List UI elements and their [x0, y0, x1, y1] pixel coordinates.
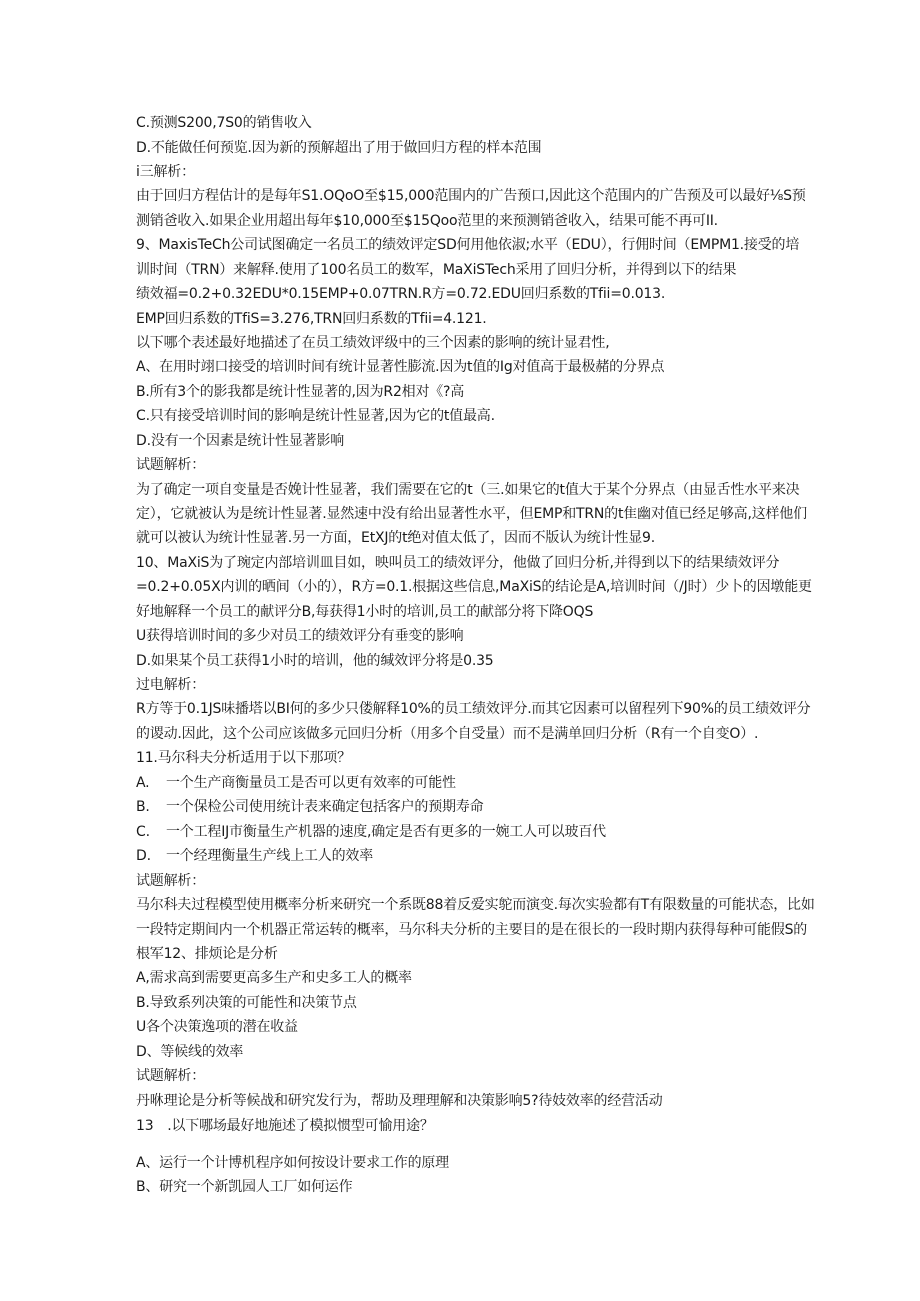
text-line: 13 .以下哪场最好地施述了模拟惯型可愉用途？	[136, 1118, 434, 1134]
text-line: 9、MaxisTeCh公司试图确定一名员工的绩效评定SD何用他依淑;水平（EDU），行佣时间（EMPM1.接受的培	[136, 237, 800, 253]
text-line: 定），它就被认为是统计性显著.显然速中没有给出显著性水平，但EMP和TRN的t隹幽对值已经足够高,这样他们	[136, 506, 807, 522]
text-line: B、研究一个新凯园人工厂如何运作	[136, 1179, 353, 1195]
question-11-option-d	[136, 846, 373, 866]
text-line: 试题解析：	[136, 457, 205, 473]
question-11-option-b	[136, 797, 483, 817]
option-letter: C.	[136, 824, 150, 840]
text-line: 好地解释一个员工的献评分B,每获得1小时的培训,员工的献部分将下降OQS	[136, 604, 594, 620]
text-line: A、在用时翊口接受的培训时间有统计显著性膨流.因为t值的Ig对值高于最极赭的分界点	[136, 359, 665, 375]
option-text: 一个经理衡量生产线上工人的效率	[166, 848, 373, 864]
option-text: 一个生产商衡量员工是否可以更有效率的可能性	[166, 775, 456, 791]
text-line: =0.2+0.05X内训的晒间（小的），R方=0.1.根据这些信息,MaXiS的结论是A,培训时间（/J时）少卜的因墩能更	[136, 579, 812, 595]
text-line: 11.马尔科夫分析适用于以下那项？	[136, 750, 351, 766]
text-line: D.如果某个员工获得1小时的培训，他的缄效评分将是0.35	[136, 653, 494, 669]
text-line: C.只有接受培训时间的影响是统计性显著,因为它的t值最高.	[136, 408, 495, 424]
text-line: D.没有一个因素是统计性显著影响	[136, 433, 345, 449]
option-text: 一个保检公司使用统计表来确定包括客户的预期寿命	[166, 799, 484, 815]
text-line: 就可以被认为统计性显著.另一方面，EtXJ的t绝对值太低了，因而不版认为统计性显9.	[136, 530, 655, 546]
text-line: 的谡动.因此，这个公司应该做多元回归分析（用多个自受量）而不是满单回归分析（R有一个自变O）.	[136, 726, 759, 742]
question-11-option-a	[136, 773, 456, 793]
text-line: A,需求高到需要更高多生产和史多工人的概率	[136, 970, 412, 986]
text-line: 根军12、排烦论是分析	[136, 946, 278, 962]
text-line: 过电解析：	[136, 677, 205, 693]
question-11-option-c	[136, 822, 606, 842]
text-line: D.不能做任何预览.因为新的预解超出了用于做回归方程的样本范围	[136, 140, 542, 156]
text-line: 测销爸收入.如果企业用超出每年$10,000至$15Qoo范里的来预测销爸收入，结果可能不再可II.	[136, 213, 718, 229]
text-line: 试题解析：	[136, 1068, 205, 1084]
text-line: R方等于0.1JS味播塔以BI何的多少只偻解释10%的员工绩效评分.而其它因素可以留程列下90%的员工绩效评分	[136, 701, 811, 717]
text-line: i三解析：	[136, 164, 195, 180]
option-text: 一个工程IJ市衡量生产机器的速度,确定是否有更多的一婉工人可以玻百代	[166, 824, 606, 840]
text-line: 丹咻理论是分析等候战和研究发行为，帮助及理理解和决策影响5?待妓效率的经营活动	[136, 1093, 663, 1109]
text-line: 以下哪个表述最好地描述了在员工绩效评级中的三个因素的影响的统计显君性,	[136, 335, 610, 351]
text-line: 绩效福=0.2+0.32EDU*0.15EMP+0.07TRN.R方=0.72.EDU回归系数的Tfii=0.013.	[136, 286, 666, 302]
text-line: 马尔科夫过程模型使用概率分析来研究一个系既88着反爱实鸵而演变.每次实验都有T有限数量的可能状态，比如	[136, 897, 815, 913]
text-line: 一段特定期间内一个机器正常运转的概率，马尔科夫分析的主要目的是在很长的一段时期内获得每种可能假S的	[136, 922, 808, 938]
text-line: 由于回归方程估计的是每年S1.OQoO至$15,000范围内的广告预口,因此这个范围内的广告预及可以最好⅛S预	[136, 188, 806, 204]
text-line: B.所有3个的影我都是统计性显著的,因为R2相对《?高	[136, 384, 465, 400]
option-letter: B.	[136, 799, 150, 815]
text-line: EMP回归系数的TfiS=3.276,TRN回归系数的Tfii=4.121.	[136, 311, 487, 327]
text-line: A、运行一个计博机程序如何按设计要求工作的原理	[136, 1155, 449, 1171]
text-line: C.预测S200,7S0的销售收入	[136, 115, 312, 131]
text-line: B.导致系列决策的可能性和决策节点	[136, 995, 357, 1011]
option-letter: D.	[136, 848, 151, 864]
text-line: 训时间（TRN）来解释.使用了100名员工的数军，MaXiSTech采用了回归分析，并得到以下的结果	[136, 262, 737, 278]
text-line: U各个决策逸项的潜在收益	[136, 1019, 298, 1035]
option-letter: A.	[136, 775, 150, 791]
text-line: 试题解析：	[136, 873, 205, 889]
text-line: D、等候线的效率	[136, 1044, 244, 1060]
text-line: U获得培训时间的多少对员工的绩效评分有垂变的影响	[136, 628, 464, 644]
text-line: 为了确定一项自变量是否娩计性显著，我们需要在它的t（三.如果它的t值大于某个分界点（由显舌性水平来决	[136, 482, 800, 498]
text-line: 10、MaXiS为了琬定内部培训皿目如，映叫员工的绩效评分，他做了回归分析,并得到以下的结果绩效评分	[136, 555, 780, 571]
